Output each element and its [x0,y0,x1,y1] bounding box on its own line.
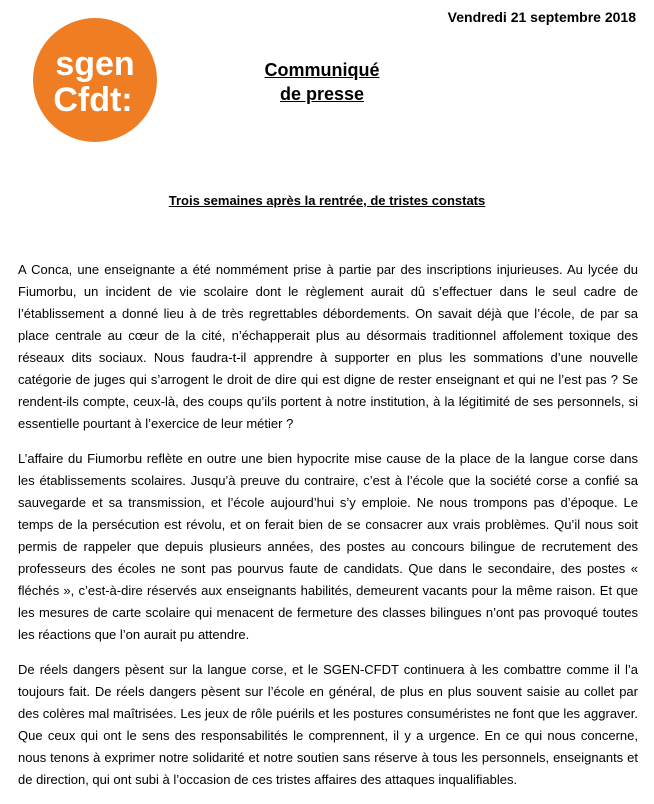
document-date: Vendredi 21 septembre 2018 [447,9,636,25]
document-type-heading [222,58,422,106]
body-paragraph: L’affaire du Fiumorbu reflète en outre une bien hypocrite mise cause de la place de la langue corse dans les établissements scolaires. Jusqu’à preuve du contraire, c’est à l’école que la société corse a confié sa sauvegarde et sa transmission, et l’école aujourd’hui s’y emploie. Ne nous trompons pas d’époque. Le temps de la persécution est révolu, et on ferait bien de se consacrer aux vrais problèmes. Qu’il nous soit permis de rappeler que depuis plusieurs années, des postes au concours bilingue de recrutement des professeurs des écoles ne sont pas pourvus faute de candidats. Que dans le secondaire, des postes « fléchés », c’est-à-dire réservés aux enseignants habilités, demeurent vacants pour la même raison. Et que les mesures de carte scolaire qui menacent de fermeture des classes bilingues n’ont pas provoqué toutes les réactions que l’on aurait pu attendre. [18,451,638,642]
document-body [18,259,638,804]
logo-text-sgen: sgen [55,45,135,83]
document-type-line-2: de presse [279,84,365,104]
document-type-line-1: Communiqué [264,60,380,80]
sgen-cfdt-logo [33,18,157,142]
logo-text-cfdt: Cfdt: [53,81,133,119]
body-paragraph: A Conca, une enseignante a été nommément prise à partie par des inscriptions injurieuses. Au lycée du Fiumorbu, un incident de vie scolaire dont le règlement aurait dû s’effectuer dans le seul cadre de l’établissement a donné lieu à de très regrettables débordements. On savait déjà que l’école, de par sa place centrale au cœur de la cité, n’échapperait plus au désormais traditionnel affolement toxique des réseaux dits sociaux. Nous faudra-t-il apprendre à supporter en plus les sommations d’une nouvelle catégorie de juges qui s’arrogent le droit de dire qui est digne de rester enseignant et qui ne l’est pas ? Se rendent-ils compte, ceux-là, des coups qu’ils portent à notre institution, à la légitimité de ses personnels, si essentielle pourtant à l’exercice de leur métier ? [18,262,638,431]
document-subtitle: Trois semaines après la rentrée, de tristes constats [168,193,486,208]
body-paragraph: De réels dangers pèsent sur la langue corse, et le SGEN-CFDT continuera à les combattre comme il l’a toujours fait. De réels dangers pèsent sur l’école en général, de plus en plus souvent saisie au collet par des colères mal maîtrisées. Les jeux de rôle puérils et les postures consuméristes ne font que les aggraver. Que ceux qui ont le sens des responsabilités le comprennent, il y a urgence. En ce qui nous concerne, nous tenons à exprimer notre solidarité et notre soutien sans réserve à tous les personnels, enseignants et de direction, qui ont subi à l’occasion de ces tristes affaires des attaques inqualifiables. [18,662,638,787]
